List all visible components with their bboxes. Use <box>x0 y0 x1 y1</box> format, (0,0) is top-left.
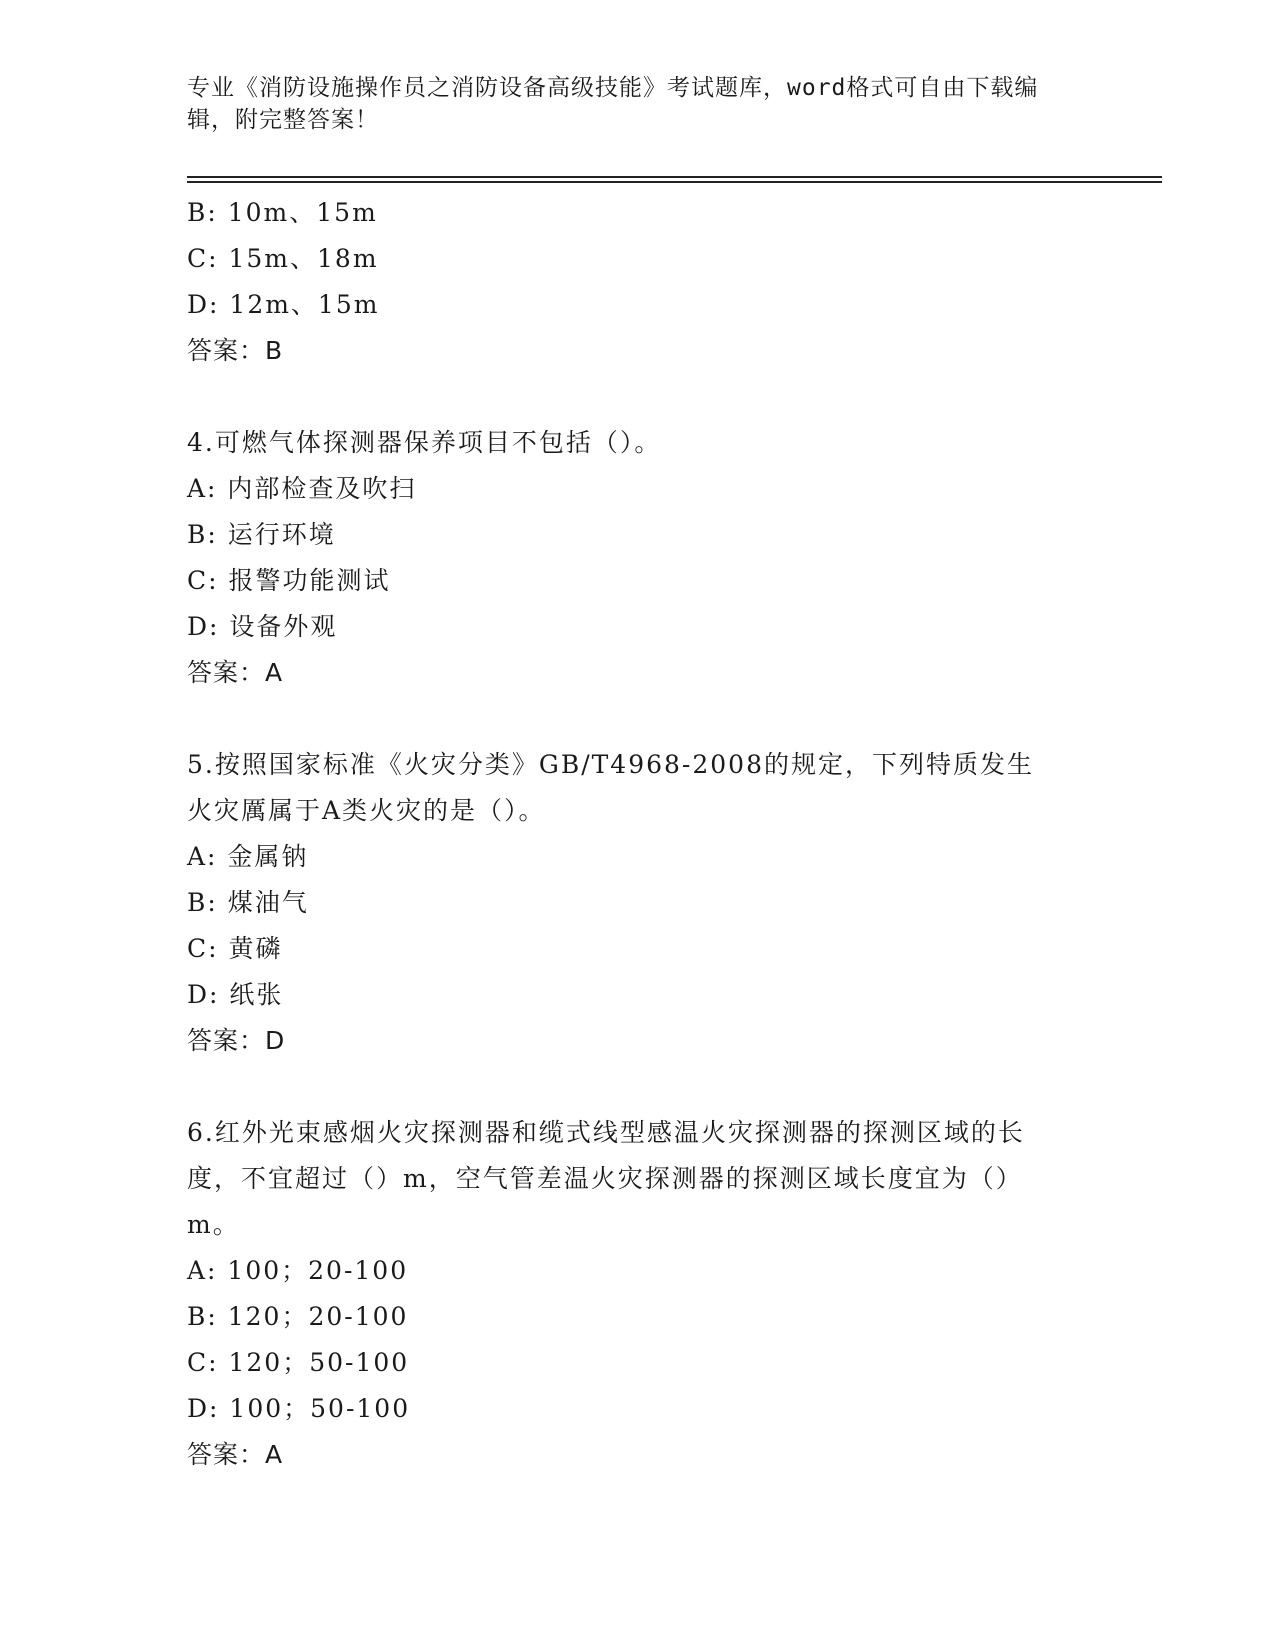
option-b: B: 煤油气 <box>187 888 309 917</box>
question-4 <box>187 420 1087 696</box>
option-b: B: 120；20-100 <box>187 1302 409 1331</box>
question-stem: 6.红外光束感烟火灾探测器和缆式线型感温火灾探测器的探测区域的长度，不宜超过（）m，空气管差温火灾探测器的探测区域长度宜为（）m。 <box>187 1118 1025 1239</box>
question-5 <box>187 742 1087 1064</box>
option-c: C: 120；50-100 <box>187 1348 410 1377</box>
option-d: D: 纸张 <box>187 980 284 1009</box>
document-header: 专业《消防设施操作员之消防设备高级技能》考试题库，word格式可自由下载编辑，附完整答案！ <box>187 75 1039 133</box>
option-b: B: 运行环境 <box>187 520 336 549</box>
option-d: D: 设备外观 <box>187 612 338 641</box>
option-a: A: 金属钠 <box>187 842 309 871</box>
answer: 答案：D <box>187 1026 286 1055</box>
question-stem: 4.可燃气体探测器保养项目不包括（）。 <box>187 428 662 457</box>
option-c: C: 15m、18m <box>187 244 379 273</box>
option-a: A: 内部检查及吹扫 <box>187 474 417 503</box>
option-b: B: 10m、15m <box>187 198 378 227</box>
option-a: A: 100；20-100 <box>187 1256 409 1285</box>
header-rule-top <box>187 176 1162 178</box>
question-list <box>187 190 1087 1478</box>
question-stem: 5.按照国家标准《火灾分类》GB/T4968-2008的规定，下列特质发生火灾厲属于A类火灾的是（）。 <box>187 750 1034 825</box>
option-c: C: 报警功能测试 <box>187 566 391 595</box>
option-d: D: 100；50-100 <box>187 1394 411 1423</box>
question-3-continued <box>187 190 1087 374</box>
header-rule-bottom <box>187 181 1162 183</box>
answer: 答案：B <box>187 336 284 365</box>
question-6 <box>187 1110 1087 1478</box>
option-c: C: 黄磷 <box>187 934 283 963</box>
option-d: D: 12m、15m <box>187 290 380 319</box>
answer: 答案：A <box>187 658 284 687</box>
answer: 答案：A <box>187 1440 284 1469</box>
